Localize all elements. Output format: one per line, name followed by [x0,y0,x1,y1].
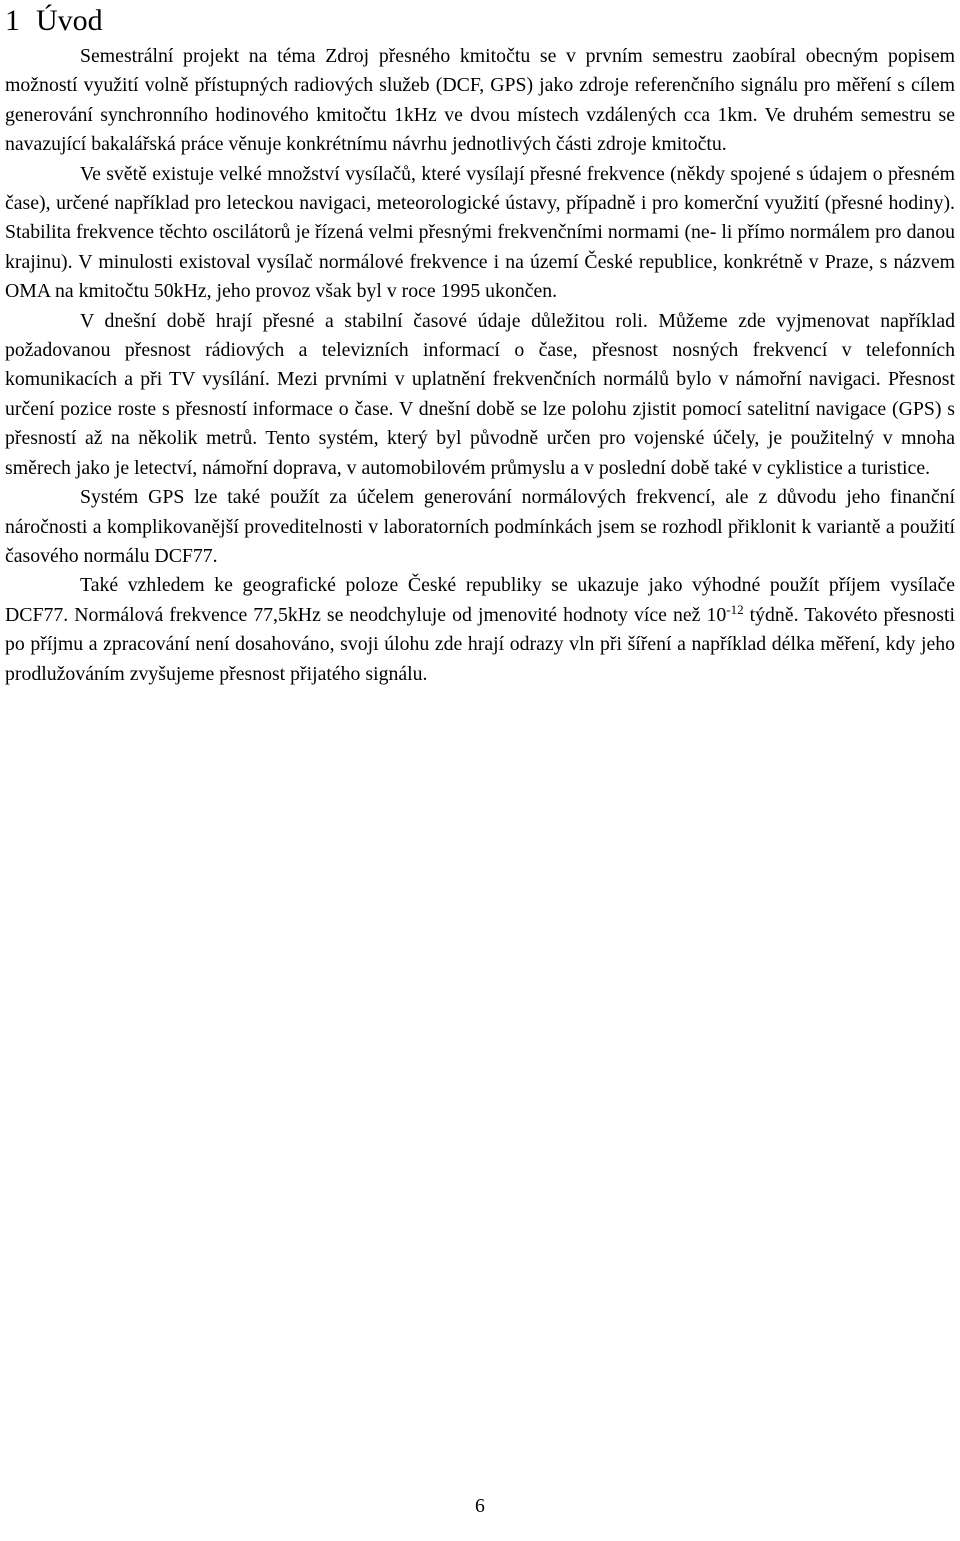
chapter-title: Úvod [36,4,103,37]
chapter-body [5,42,955,689]
paragraph-3: V dnešní době hrají přesné a stabilní časové údaje důležitou roli. Můžeme zde vyjmenovat například požadovanou přesnost rádiových a televizních informací o čase, přesnost nosných frekvencí v telefonních komunikacích a při TV vysílání. Mezi prvními v uplatnění frekvenčních normálů bylo v námořní navigaci. Přesnost určení pozice roste s přesností informace o čase. V dnešní době se lze polohu zjistit pomocí satelitní navigace (GPS) s přesností až na několik metrů. Tento systém, který byl původně určen pro vojenské účely, je použitelný v mnoha směrech jako je letectví, námořní doprava, v automobilovém průmyslu a v poslední době také v cyklistice a turistice. [5,309,955,479]
paragraph-5-exponent: -12 [726,601,744,617]
page-number: 6 [475,1495,485,1517]
paragraph-5-text-start: Také vzhledem ke geografické poloze České republiky se ukazuje jako výhodné použít příjem vysílače DCF77. Normálová frekvence 77,5kHz se neodchyluje od jmenovité hodnoty více než 10 [5,574,955,626]
paragraph-1: Semestrální projekt na téma Zdroj přesného kmitočtu se v prvním semestru zaobíral obecným popisem možností využití volně přístupných radiových služeb (DCF, GPS) jako zdroje referenčního signálu pro měření s cílem generování synchronního hodinového kmitočtu 1kHz ve dvou místech vzdálených cca 1km. Ve druhém semestru se navazující bakalářská práce věnuje konkrétnímu návrhu jednotlivých části zdroje kmitočtu. [5,45,955,156]
chapter-number: 1 [5,4,20,37]
paragraph-2: Ve světě existuje velké množství vysílačů, které vysílají přesné frekvence (někdy spojené s údajem o přesném čase), určené například pro leteckou navigaci, meteorologické ústavy, případně i pro komerční využití (přesné hodiny). Stabilita frekvence těchto oscilátorů je řízená velmi přesnými frekvenčními normami (ne- li přímo normálem pro danou krajinu). V minulosti existoval vysílač normálové frekvence i na území České republice, konkrétně v Praze, s názvem OMA na kmitočtu 50kHz, jeho provoz však byl v roce 1995 ukončen. [5,162,955,303]
paragraph-5-text-end: týdně. Takovéto přesnosti po příjmu a zpracování není dosahováno, svoji úlohu zde hrají odrazy vln při šíření a například délka měření, kdy jeho prodlužováním zvyšujeme přesnost přijatého signálu. [5,603,955,685]
paragraph-4: Systém GPS lze také použít za účelem generování normálových frekvencí, ale z důvodu jeho finanční náročnosti a komplikovanější proveditelnosti v laboratorních podmínkách jsem se rozhodl přiklonit k variantě a použití časového normálu DCF77. [5,486,955,567]
paragraph-5 [5,571,955,689]
chapter-heading [5,4,103,38]
